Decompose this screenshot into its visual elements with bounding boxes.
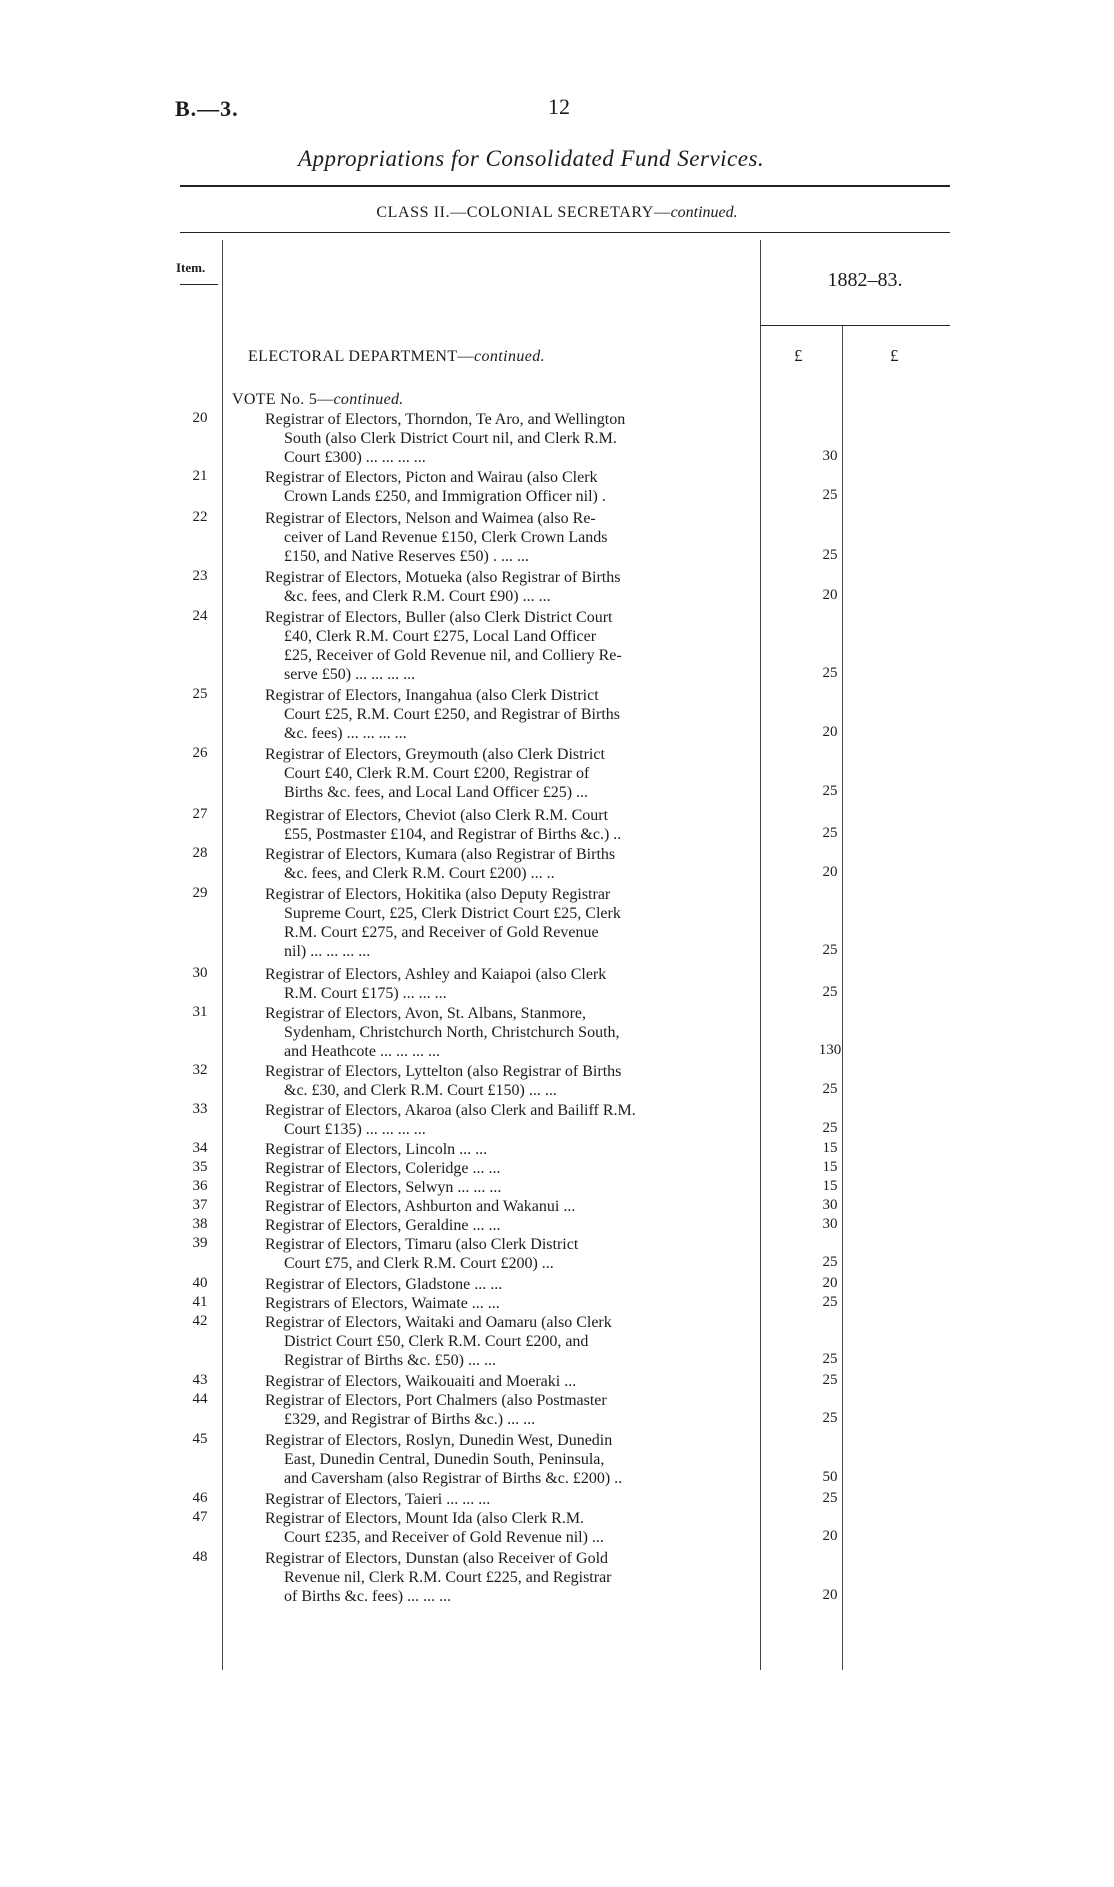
item-description — [265, 885, 755, 961]
item-description — [265, 1294, 755, 1313]
description-line: Court £40, Clerk R.M. Court £200, Registrar of — [284, 765, 590, 782]
item-description — [265, 806, 755, 844]
item-description — [265, 965, 755, 1003]
department-heading — [248, 348, 545, 366]
item-amount: 25 — [822, 665, 838, 681]
page-title: Appropriations for Consolidated Fund Services. — [298, 146, 765, 171]
description-line: District Court £50, Clerk R.M. Court £200, and — [284, 1333, 589, 1350]
item-amount: 25 — [822, 984, 838, 1000]
description-line: serve £50) ... ... ... ... — [284, 666, 416, 683]
description-line: Registrar of Electors, Lincoln ... ... — [265, 1141, 488, 1158]
description-line: Registrar of Electors, Nelson and Waimea (also Re- — [265, 510, 596, 527]
year-column-header: 1882–83. — [827, 269, 903, 291]
department-heading-main: ELECTORAL DEPARTMENT— — [248, 348, 474, 365]
description-line: Court £300) ... ... ... ... — [284, 449, 426, 466]
class-heading-suffix: continued. — [670, 204, 738, 221]
item-description — [265, 1275, 755, 1294]
item-amount: 30 — [822, 448, 838, 464]
item-number: 41 — [192, 1294, 208, 1310]
item-number: 36 — [192, 1178, 208, 1194]
item-amount: 30 — [822, 1216, 838, 1232]
item-amount: 25 — [822, 1372, 838, 1388]
item-amount: 50 — [822, 1469, 838, 1485]
item-amount: 25 — [822, 825, 838, 841]
description-line: ceiver of Land Revenue £150, Clerk Crown Lands — [284, 529, 608, 546]
item-description — [265, 1235, 755, 1273]
item-description — [265, 1216, 755, 1235]
description-line: Court £25, R.M. Court £250, and Registrar of Births — [284, 706, 620, 723]
page-code: B.—3. — [175, 96, 239, 121]
description-line: &c. fees, and Clerk R.M. Court £90) ... ... — [284, 588, 551, 605]
description-line: Registrar of Electors, Timaru (also Clerk District — [265, 1236, 579, 1253]
department-heading-suffix: continued. — [473, 348, 546, 365]
description-line: £55, Postmaster £104, and Registrar of Births &c.) .. — [284, 826, 622, 843]
item-description — [265, 1509, 755, 1547]
year-header-rule — [760, 325, 950, 326]
item-number: 23 — [192, 568, 208, 584]
item-number: 40 — [192, 1275, 208, 1291]
item-description — [265, 686, 755, 743]
item-number: 45 — [192, 1431, 208, 1447]
item-description — [265, 568, 755, 606]
description-line: Court £75, and Clerk R.M. Court £200) ... — [284, 1255, 554, 1272]
page-number: 12 — [548, 94, 570, 119]
description-line: Revenue nil, Clerk R.M. Court £225, and Registrar — [284, 1569, 612, 1586]
item-amount: 20 — [822, 1275, 838, 1291]
item-number: 28 — [192, 845, 208, 861]
description-line: Registrar of Electors, Lyttelton (also Registrar of Births — [265, 1063, 622, 1080]
class-heading — [0, 204, 1114, 222]
item-number: 33 — [192, 1101, 208, 1117]
item-amount: 130 — [818, 1042, 842, 1058]
description-line: Registrar of Electors, Selwyn ... ... ... — [265, 1179, 502, 1196]
item-number: 27 — [192, 806, 208, 822]
item-number: 42 — [192, 1313, 208, 1329]
description-line: Registrar of Electors, Thorndon, Te Aro, and Wellington — [265, 411, 626, 428]
vote-heading-main: VOTE No. 5— — [232, 391, 334, 408]
description-line: Registrar of Births &c. £50) ... ... — [284, 1352, 496, 1369]
description-line: £329, and Registrar of Births &c.) ... ... — [284, 1411, 536, 1428]
item-amount: 25 — [822, 487, 838, 503]
description-line: Registrar of Electors, Taieri ... ... ... — [265, 1491, 491, 1508]
item-number: 47 — [192, 1509, 208, 1525]
item-description — [265, 1490, 755, 1509]
class-heading-main: CLASS II.—COLONIAL SECRETARY— — [376, 204, 671, 221]
item-amount: 20 — [822, 1528, 838, 1544]
description-line: and Caversham (also Registrar of Births &c. £200) .. — [284, 1470, 623, 1487]
item-amount: 15 — [822, 1178, 838, 1194]
description-line: Registrar of Electors, Hokitika (also Deputy Registrar — [265, 886, 611, 903]
item-description — [265, 1178, 755, 1197]
item-description — [265, 1391, 755, 1429]
class-rule — [180, 232, 950, 233]
title-rule — [180, 185, 950, 187]
description-line: East, Dunedin Central, Dunedin South, Peninsula, — [284, 1451, 605, 1468]
description-line: of Births &c. fees) ... ... ... — [284, 1588, 452, 1605]
item-amount: 15 — [822, 1140, 838, 1156]
item-description — [265, 1004, 755, 1061]
description-line: Supreme Court, £25, Clerk District Court £25, Clerk — [284, 905, 621, 922]
description-line: Registrar of Electors, Picton and Wairau (also Clerk — [265, 469, 598, 486]
description-line: Registrar of Electors, Ashburton and Wakanui ... — [265, 1198, 576, 1215]
description-line: South (also Clerk District Court nil, and Clerk R.M. — [284, 430, 617, 447]
amount-column-left-divider — [760, 240, 761, 1670]
item-description — [265, 509, 755, 566]
description-line: Births &c. fees, and Local Land Officer £25) ... — [284, 784, 589, 801]
item-description — [265, 1062, 755, 1100]
description-line: £150, and Native Reserves £50) . ... ... — [284, 548, 529, 565]
item-amount: 25 — [822, 1294, 838, 1310]
item-column-divider — [222, 240, 223, 1670]
item-number: 31 — [192, 1004, 208, 1020]
item-amount: 25 — [822, 1254, 838, 1270]
item-description — [265, 468, 755, 506]
item-number: 46 — [192, 1490, 208, 1506]
item-amount: 25 — [822, 1120, 838, 1136]
item-description — [265, 1313, 755, 1370]
description-line: Registrar of Electors, Akaroa (also Clerk and Bailiff R.M. — [265, 1102, 636, 1119]
description-line: Registrars of Electors, Waimate ... ... — [265, 1295, 500, 1312]
description-line: Registrar of Electors, Mount Ida (also Clerk R.M. — [265, 1510, 585, 1527]
currency-left: £ — [794, 346, 803, 365]
item-description — [265, 745, 755, 802]
description-line: Court £135) ... ... ... ... — [284, 1121, 426, 1138]
item-column-header: Item. — [176, 260, 206, 275]
item-description — [265, 845, 755, 883]
item-description — [265, 1140, 755, 1159]
description-line: &c. fees, and Clerk R.M. Court £200) ... .. — [284, 865, 555, 882]
item-number: 24 — [192, 608, 208, 624]
description-line: £25, Receiver of Gold Revenue nil, and Colliery Re- — [284, 647, 622, 664]
item-amount: 15 — [822, 1159, 838, 1175]
item-amount: 25 — [822, 783, 838, 799]
item-number: 39 — [192, 1235, 208, 1251]
item-number: 32 — [192, 1062, 208, 1078]
item-amount: 20 — [822, 724, 838, 740]
description-line: Registrar of Electors, Waikouaiti and Moeraki ... — [265, 1373, 577, 1390]
item-amount: 20 — [822, 587, 838, 603]
description-line: Registrar of Electors, Geraldine ... ... — [265, 1217, 501, 1234]
description-line: Registrar of Electors, Ashley and Kaiapoi (also Clerk — [265, 966, 607, 983]
item-description — [265, 1197, 755, 1216]
item-description — [265, 1372, 755, 1391]
item-amount: 25 — [822, 1351, 838, 1367]
item-amount: 25 — [822, 547, 838, 563]
description-line: Registrar of Electors, Gladstone ... ... — [265, 1276, 503, 1293]
item-number: 35 — [192, 1159, 208, 1175]
item-number: 37 — [192, 1197, 208, 1213]
description-line: Court £235, and Receiver of Gold Revenue nil) ... — [284, 1529, 604, 1546]
description-line: Registrar of Electors, Port Chalmers (also Postmaster — [265, 1392, 607, 1409]
item-amount: 20 — [822, 864, 838, 880]
vote-heading-suffix: continued. — [333, 391, 404, 408]
item-description — [265, 608, 755, 684]
description-line: Registrar of Electors, Dunstan (also Receiver of Gold — [265, 1550, 609, 1567]
description-line: nil) ... ... ... ... — [284, 943, 371, 960]
description-line: Registrar of Electors, Buller (also Clerk District Court — [265, 609, 613, 626]
description-line: Registrar of Electors, Greymouth (also Clerk District — [265, 746, 605, 763]
item-description — [265, 1159, 755, 1178]
item-description — [265, 1101, 755, 1139]
description-line: Sydenham, Christchurch North, Christchurch South, — [284, 1024, 620, 1041]
item-number: 30 — [192, 965, 208, 981]
description-line: Registrar of Electors, Kumara (also Registrar of Births — [265, 846, 616, 863]
item-number: 21 — [192, 468, 208, 484]
item-number: 34 — [192, 1140, 208, 1156]
item-number: 38 — [192, 1216, 208, 1232]
item-amount: 25 — [822, 942, 838, 958]
currency-right: £ — [890, 346, 899, 365]
description-line: Registrar of Electors, Roslyn, Dunedin West, Dunedin — [265, 1432, 613, 1449]
description-line: Registrar of Electors, Motueka (also Registrar of Births — [265, 569, 621, 586]
item-amount: 25 — [822, 1490, 838, 1506]
description-line: Registrar of Electors, Waitaki and Oamaru (also Clerk — [265, 1314, 612, 1331]
item-amount: 30 — [822, 1197, 838, 1213]
item-number: 29 — [192, 885, 208, 901]
description-line: &c. fees) ... ... ... ... — [284, 725, 407, 742]
description-line: and Heathcote ... ... ... ... — [284, 1043, 440, 1060]
description-line: Crown Lands £250, and Immigration Officer nil) . — [284, 488, 606, 505]
description-line: Registrar of Electors, Inangahua (also Clerk District — [265, 687, 599, 704]
description-line: Registrar of Electors, Avon, St. Albans, Stanmore, — [265, 1005, 586, 1022]
item-number: 26 — [192, 745, 208, 761]
item-number: 25 — [192, 686, 208, 702]
description-line: Registrar of Electors, Coleridge ... ... — [265, 1160, 501, 1177]
item-number: 48 — [192, 1549, 208, 1565]
item-description — [265, 1549, 755, 1606]
description-line: R.M. Court £175) ... ... ... — [284, 985, 447, 1002]
description-line: £40, Clerk R.M. Court £275, Local Land Officer — [284, 628, 597, 645]
item-amount: 20 — [822, 1587, 838, 1603]
item-number: 44 — [192, 1391, 208, 1407]
description-line: &c. £30, and Clerk R.M. Court £150) ... ... — [284, 1082, 557, 1099]
vote-heading — [232, 391, 404, 409]
item-description — [265, 410, 755, 467]
item-header-rule — [180, 284, 218, 285]
item-number: 20 — [192, 410, 208, 426]
description-line: Registrar of Electors, Cheviot (also Clerk R.M. Court — [265, 807, 609, 824]
item-amount: 25 — [822, 1081, 838, 1097]
description-line: R.M. Court £275, and Receiver of Gold Revenue — [284, 924, 599, 941]
item-amount: 25 — [822, 1410, 838, 1426]
item-number: 22 — [192, 509, 208, 525]
item-description — [265, 1431, 755, 1488]
item-number: 43 — [192, 1372, 208, 1388]
